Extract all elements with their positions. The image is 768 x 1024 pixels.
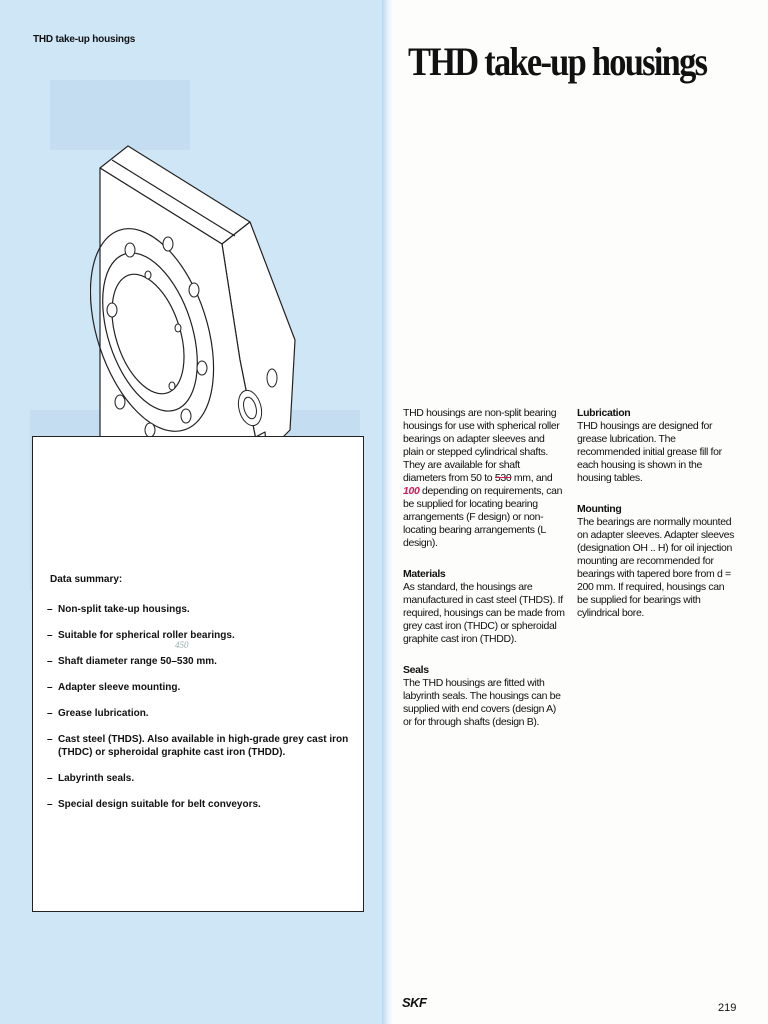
struck-value: 530 (494, 472, 512, 484)
data-summary-box (32, 436, 364, 912)
page-gutter (382, 0, 394, 1024)
seals-text: The THD housings are fitted with labyrinth seals. The housings can be supplied with end covers (design A) or for through shafts (design B). (403, 677, 561, 728)
list-item: – Grease lubrication. (47, 708, 149, 719)
handwritten-note: 450 (175, 640, 189, 650)
list-item: – Labyrinth seals. (47, 773, 135, 784)
list-item: – Special design suitable for belt conveyors. (47, 799, 261, 810)
list-item: – Adapter sleeve mounting. (47, 682, 181, 693)
lubrication-text: THD housings are designed for grease lubrication. The recommended initial grease fill for each housing is shown in the housing tables. (577, 420, 722, 484)
handwritten-correction: 100 (403, 485, 420, 497)
list-item: – Suitable for spherical roller bearings. (47, 630, 235, 641)
text-column-left (403, 407, 565, 747)
data-summary-heading: Data summary: (50, 574, 123, 585)
text-column-right (577, 407, 737, 638)
materials-text: As standard, the housings are manufactured in cast steel (THDS). If required, housings can be made from grey cast iron (THDC) or spheroidal graphite cast iron (THDD). (403, 581, 565, 645)
skf-logo: SKF (402, 995, 427, 1010)
list-item: – Non-split take-up housings. (47, 604, 190, 615)
intro-paragraph: THD housings are non-split bearing housings for use with spherical roller bearings on adapter sleeves and plain or stepped cylindrical shafts. They are available for shaft diameters from 50 to 530 mm, and 100 depending on requirements, can be supplied for locating bearing arrangements (F design) or non-locating bearing arrangements (L design). (403, 407, 563, 549)
page-number: 219 (718, 1002, 737, 1014)
list-item: – Shaft diameter range 50–530 mm. (47, 656, 217, 667)
running-head: THD take-up housings (33, 34, 136, 45)
data-summary-list (47, 603, 357, 824)
lubrication-heading: Lubrication (577, 407, 631, 419)
seals-heading: Seals (403, 664, 429, 676)
page-title: THD take-up housings (408, 39, 707, 84)
list-item: – Cast steel (THDS). Also available in high-grade grey cast iron (THDC) or spheroidal graphite cast iron (THDD). (47, 734, 349, 758)
materials-heading: Materials (403, 568, 446, 580)
mounting-text: The bearings are normally mounted on adapter sleeves. Adapter sleeves (designation OH .. H) for oil injection mounting are recommended for bearings with tapered bore from d = 200 mm. If required, housings can be supplied for bearings with cylindrical bore. (577, 516, 735, 619)
mounting-heading: Mounting (577, 503, 622, 515)
